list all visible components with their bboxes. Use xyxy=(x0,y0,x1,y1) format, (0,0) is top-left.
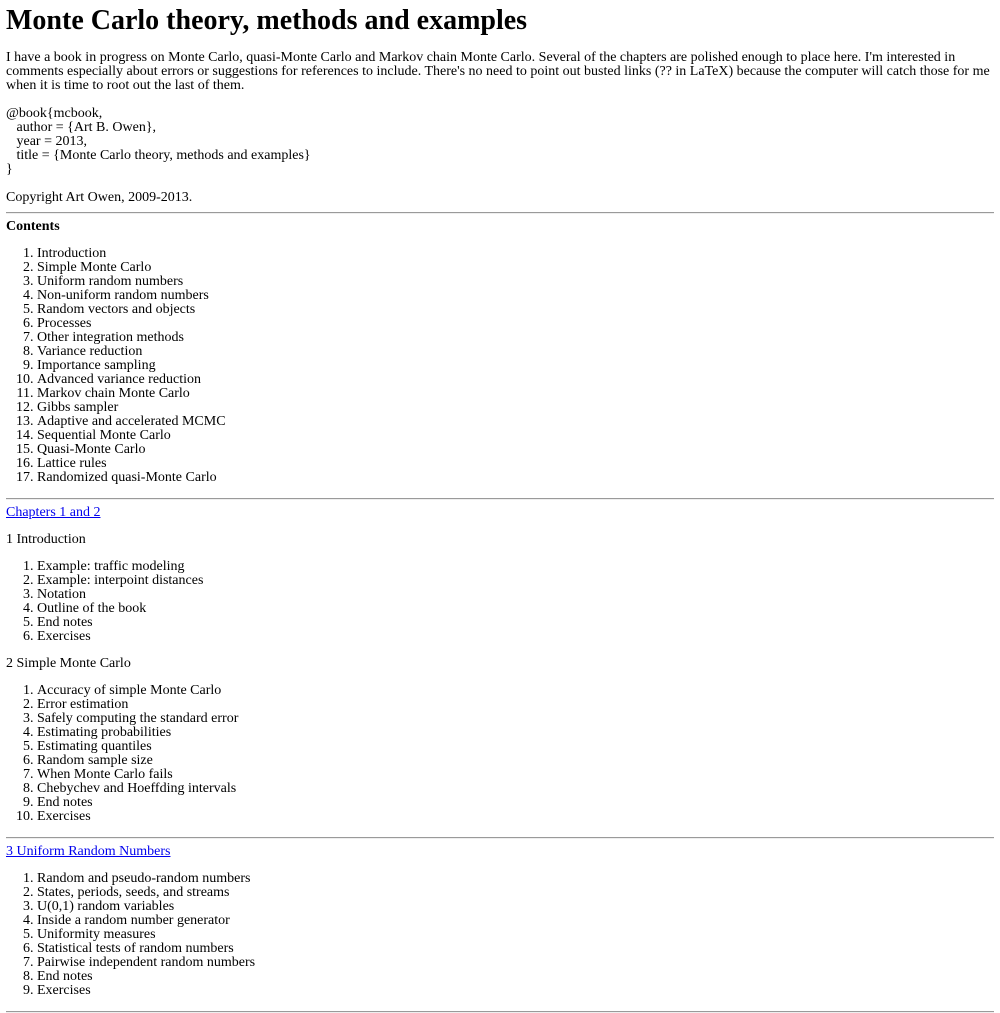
section-item: 7. Pairwise independent random numbers xyxy=(37,956,994,970)
contents-item: 13. Adaptive and accelerated MCMC xyxy=(37,415,994,429)
contents-item: 3. Uniform random numbers xyxy=(37,275,994,289)
section-item: 7. When Monte Carlo fails xyxy=(37,768,994,782)
section-item: 5. End notes xyxy=(37,616,994,630)
section-item: 9. Exercises xyxy=(37,984,994,998)
section-item: 10. Exercises xyxy=(37,810,994,824)
contents-item: 9. Importance sampling xyxy=(37,359,994,373)
contents-item: 11. Markov chain Monte Carlo xyxy=(37,387,994,401)
bibtex-citation xyxy=(6,107,994,177)
section-item: 2. Example: interpoint distances xyxy=(37,574,994,588)
section-item: 3. Safely computing the standard error xyxy=(37,712,994,726)
section-item: 8. End notes xyxy=(37,970,994,984)
section-item: 1. Random and pseudo-random numbers xyxy=(37,872,994,886)
contents-item: 17. Randomized quasi-Monte Carlo xyxy=(37,471,994,485)
bibtex-line: author = {Art B. Owen}, xyxy=(6,120,157,135)
contents-heading: Contents xyxy=(6,219,60,234)
section-item: 8. Chebychev and Hoeffding intervals xyxy=(37,782,994,796)
bibtex-line: @book{mcbook, xyxy=(6,106,103,121)
chapter-1-sections xyxy=(6,560,994,644)
section-item: 9. End notes xyxy=(37,796,994,810)
chapter-3-sections xyxy=(6,872,994,998)
chapter-2-sections xyxy=(6,684,994,824)
section-item: 2. States, periods, seeds, and streams xyxy=(37,886,994,900)
section-item: 2. Error estimation xyxy=(37,698,994,712)
section-item: 6. Statistical tests of random numbers xyxy=(37,942,994,956)
contents-item: 7. Other integration methods xyxy=(37,331,994,345)
contents-item: 10. Advanced variance reduction xyxy=(37,373,994,387)
contents-item: 15. Quasi-Monte Carlo xyxy=(37,443,994,457)
intro-paragraph: I have a book in progress on Monte Carlo, quasi-Monte Carlo and Markov chain Monte Carlo. Several of the chapters are polished enough to place here. I'm interested in comments especially about errors or suggestions for references to include. There's no need to point out busted links (?? in LaTeX) because the computer will catch those for me when it is time to root out the last of them. xyxy=(6,50,990,93)
section-item: 4. Inside a random number generator xyxy=(37,914,994,928)
section-item: 6. Exercises xyxy=(37,630,994,644)
divider xyxy=(6,212,994,214)
copyright-notice: Copyright Art Owen, 2009-2013. xyxy=(6,190,193,205)
contents-item: 14. Sequential Monte Carlo xyxy=(37,429,994,443)
bibtex-line: title = {Monte Carlo theory, methods and examples} xyxy=(6,148,311,163)
chapter-2-heading: 2 Simple Monte Carlo xyxy=(6,656,131,671)
contents-item: 1. Introduction xyxy=(37,247,994,261)
section-item: 3. Notation xyxy=(37,588,994,602)
chapter-3-link[interactable]: 3 Uniform Random Numbers xyxy=(6,844,171,859)
contents-item: 8. Variance reduction xyxy=(37,345,994,359)
divider xyxy=(6,837,994,839)
contents-item: 4. Non-uniform random numbers xyxy=(37,289,994,303)
section-item: 6. Random sample size xyxy=(37,754,994,768)
contents-item: 16. Lattice rules xyxy=(37,457,994,471)
divider xyxy=(6,498,994,500)
section-item: 3. U(0,1) random variables xyxy=(37,900,994,914)
chapter-1-heading: 1 Introduction xyxy=(6,532,86,547)
section-item: 1. Example: traffic modeling xyxy=(37,560,994,574)
bibtex-line: } xyxy=(6,162,13,177)
bibtex-line: year = 2013, xyxy=(6,134,87,149)
contents-list xyxy=(6,247,994,485)
section-item: 1. Accuracy of simple Monte Carlo xyxy=(37,684,994,698)
contents-item: 5. Random vectors and objects xyxy=(37,303,994,317)
contents-item: 6. Processes xyxy=(37,317,994,331)
section-item: 4. Outline of the book xyxy=(37,602,994,616)
section-item: 5. Uniformity measures xyxy=(37,928,994,942)
section-item: 4. Estimating probabilities xyxy=(37,726,994,740)
page-title: Monte Carlo theory, methods and examples xyxy=(6,5,528,36)
chapters-1-2-link[interactable]: Chapters 1 and 2 xyxy=(6,505,101,520)
section-item: 5. Estimating quantiles xyxy=(37,740,994,754)
contents-item: 2. Simple Monte Carlo xyxy=(37,261,994,275)
contents-item: 12. Gibbs sampler xyxy=(37,401,994,415)
